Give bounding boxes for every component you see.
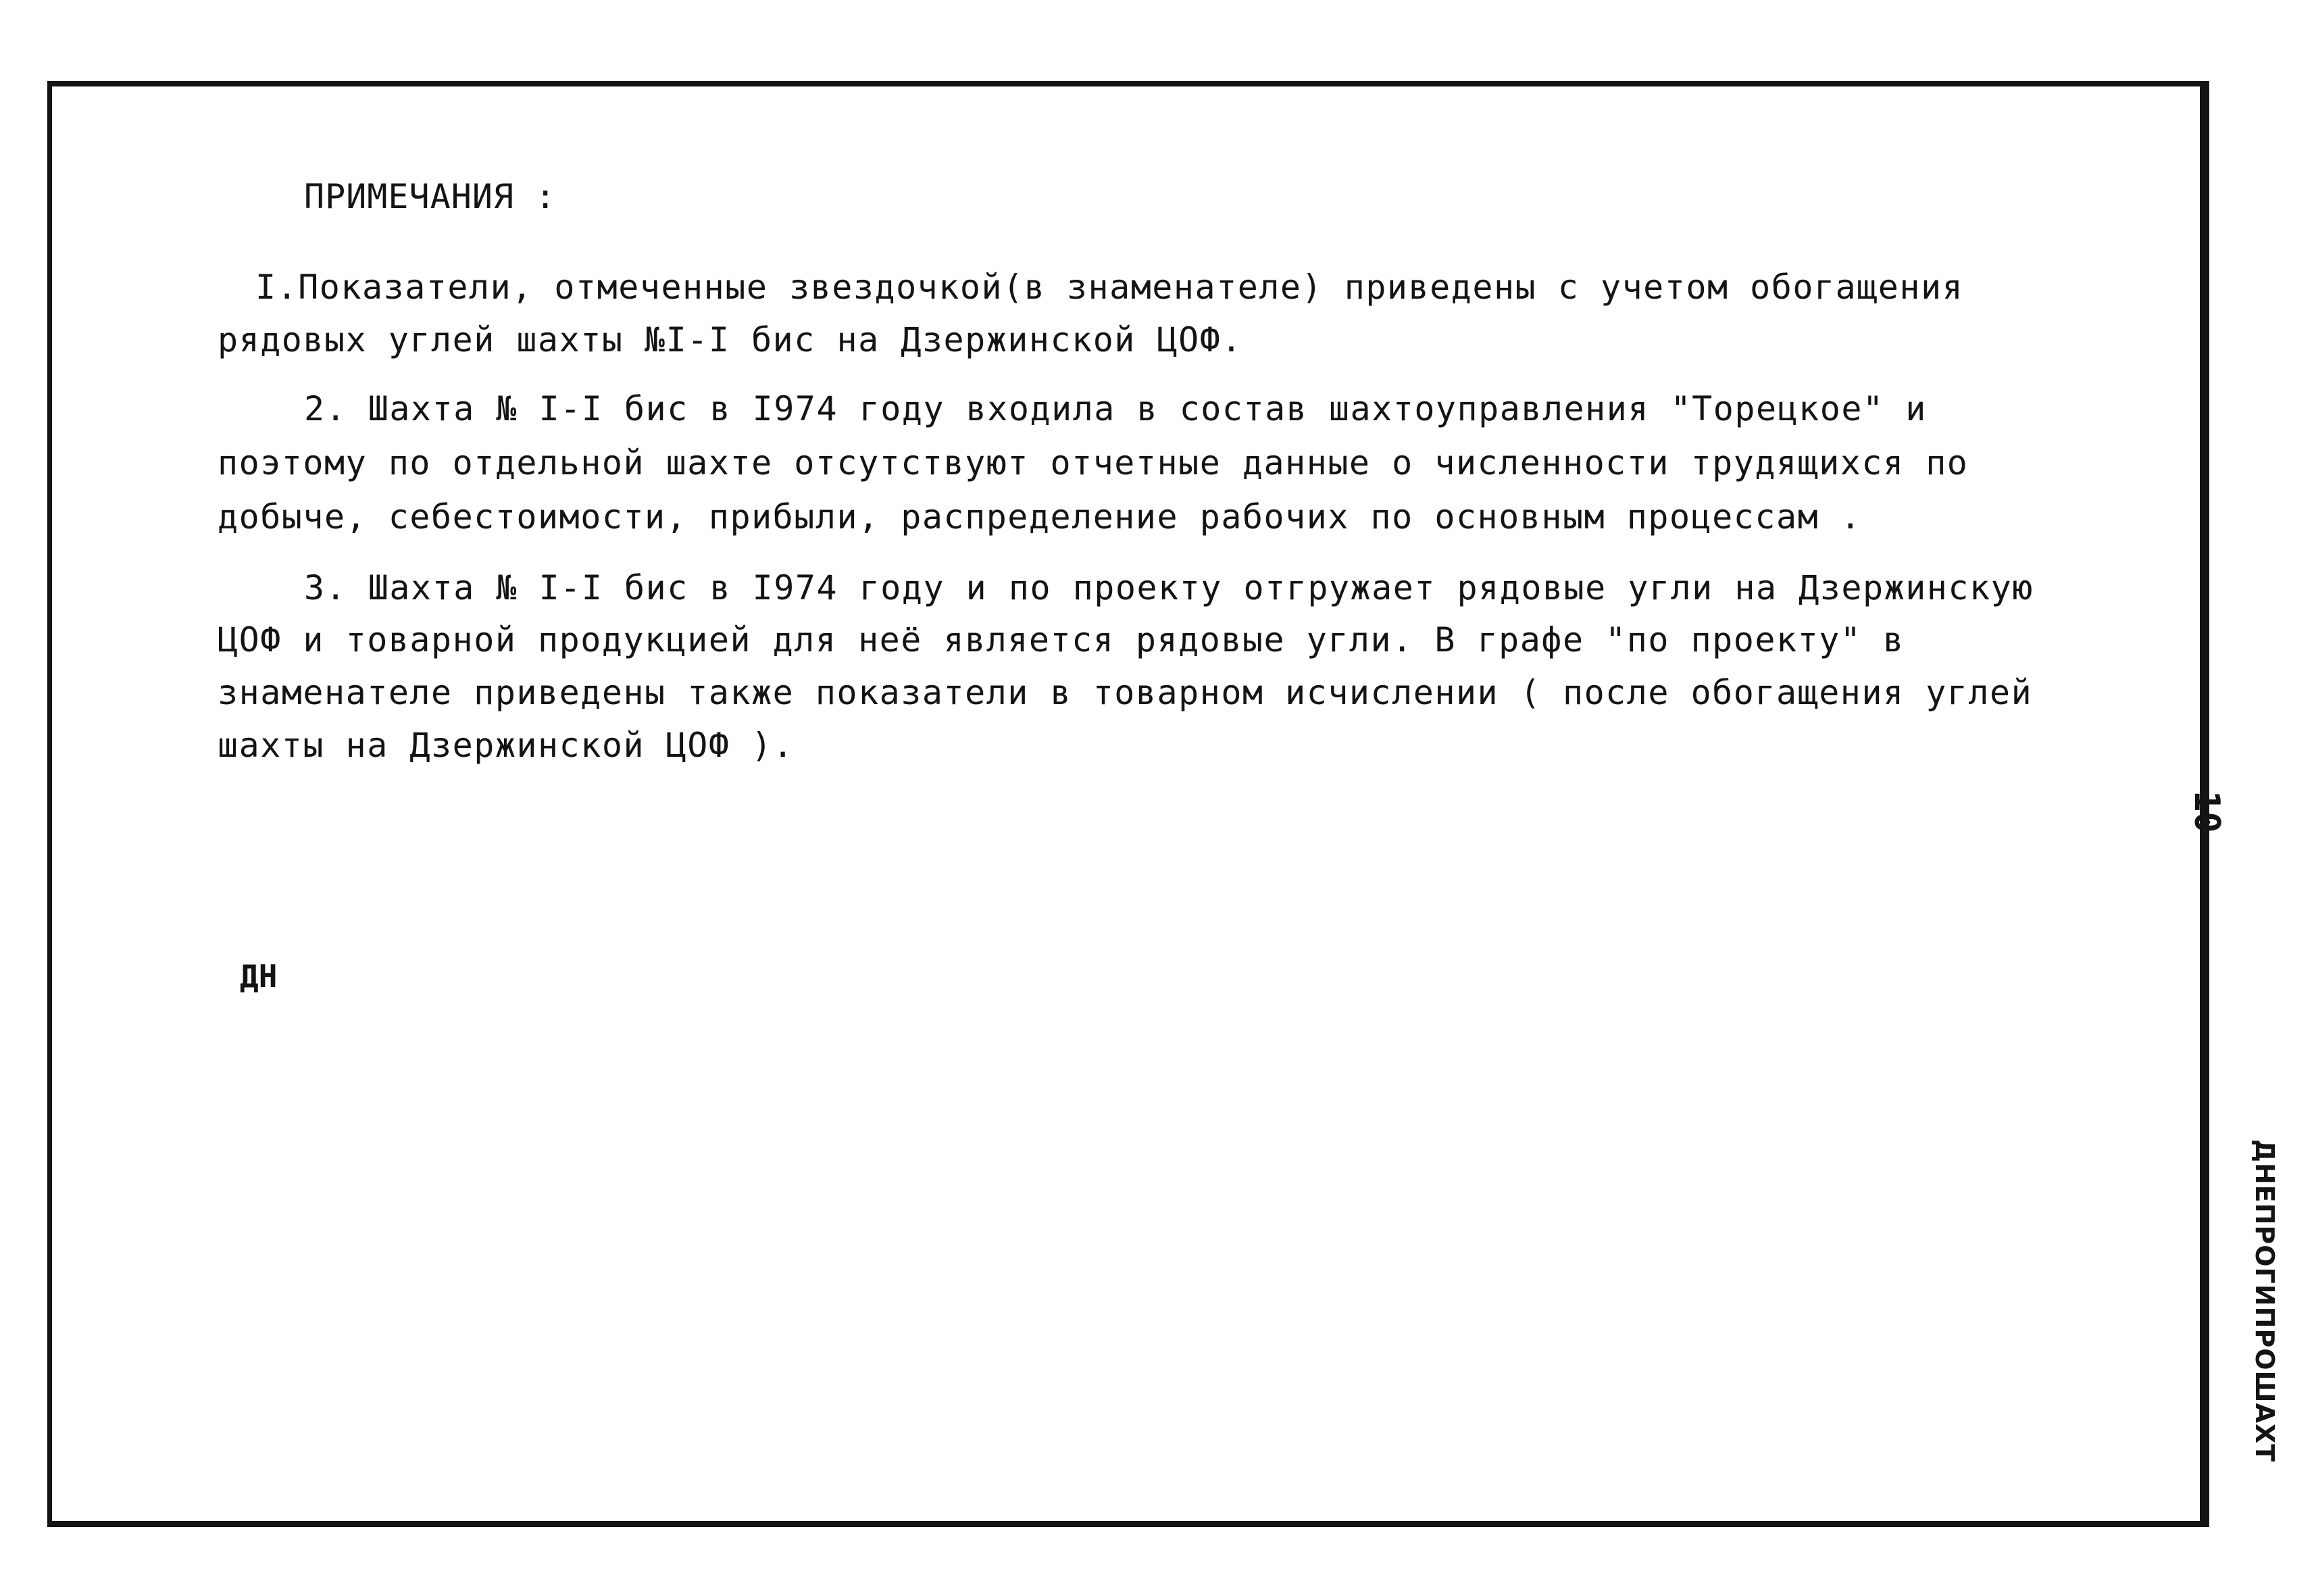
note-3-line-4: шахты на Дзержинской ЦОФ ). bbox=[218, 726, 795, 765]
note-2-line-1: 2. Шахта № I-I бис в I974 году входила в состав шахтоуправления "Торецкое" и bbox=[304, 389, 1927, 428]
note-1-line-2: рядовых углей шахты №I-I бис на Дзержинской ЦОФ. bbox=[218, 320, 1242, 359]
organization-stamp: ДНЕПРОГИПРОШАХТ bbox=[2250, 1139, 2280, 1463]
note-2-line-2: поэтому по отдельной шахте отсутствуют отчетные данные о численности трудящихся по bbox=[218, 443, 1969, 482]
notes-heading: ПРИМЕЧАНИЯ : bbox=[304, 177, 557, 216]
author-initials: ДН bbox=[240, 958, 278, 995]
note-3-line-1: 3. Шахта № I-I бис в I974 году и по проекту отгружает рядовые угли на Дзержинскую bbox=[304, 568, 2034, 607]
page-number: 10 bbox=[2186, 791, 2227, 833]
note-1-line-1: I.Показатели, отмеченные звездочкой(в знаменателе) приведены с учетом обогащения bbox=[255, 268, 1964, 307]
note-2-line-3: добыче, себестоимости, прибыли, распределение рабочих по основным процессам . bbox=[218, 497, 1862, 537]
note-3-line-2: ЦОФ и товарной продукцией для неё является рядовые угли. В графе "по проекту" в bbox=[218, 620, 1905, 659]
note-3-line-3: знаменателе приведены также показатели в товарном исчислении ( после обогащения углей bbox=[218, 673, 2033, 712]
